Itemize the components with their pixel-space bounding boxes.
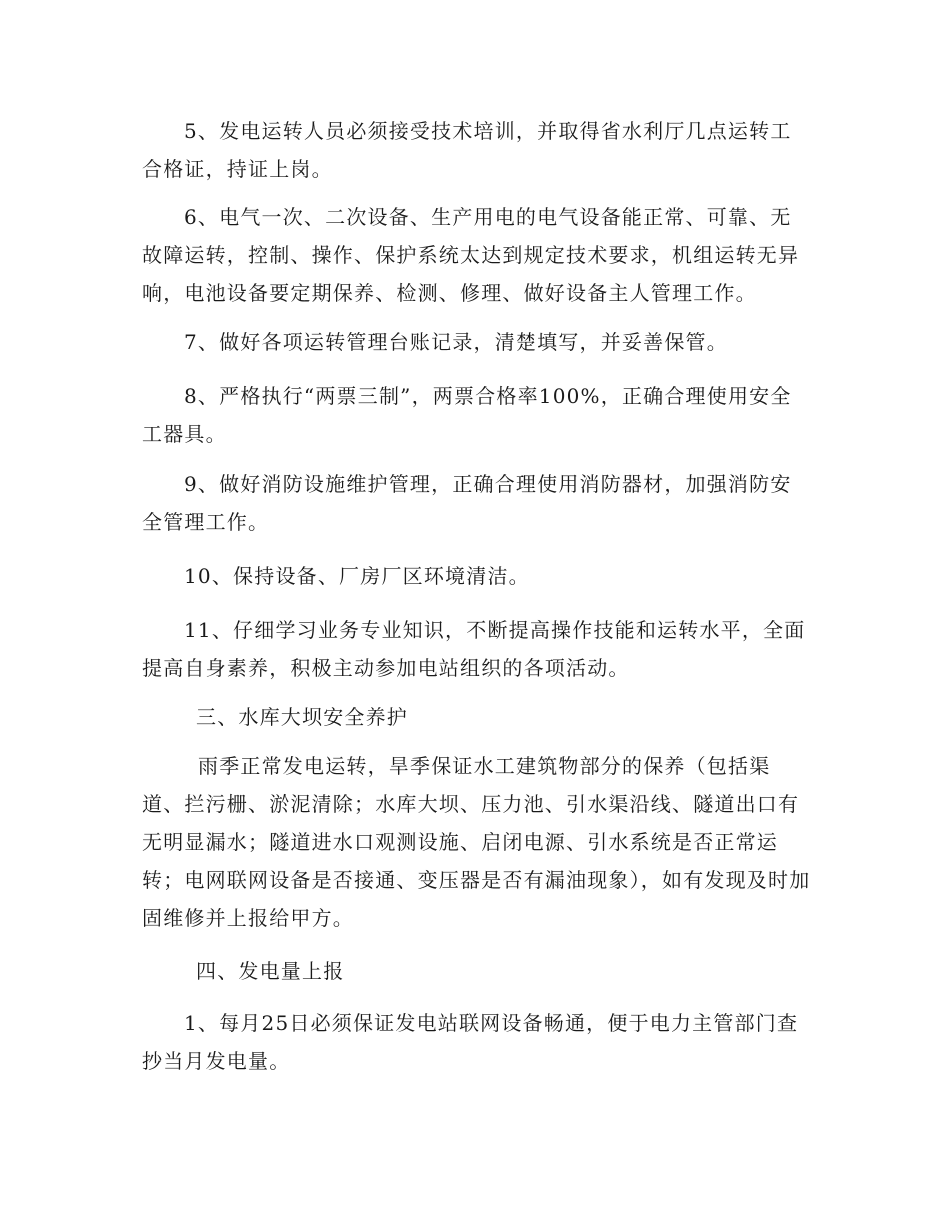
paragraph-report-item-1: 1、每月25日必须保证发电站联网设备畅通，便于电力主管部门查抄当月发电量。 (142, 1011, 799, 1073)
paragraph-item-7: 7、做好各项运转管理台账记录，清楚填写，并妥善保管。 (184, 330, 728, 354)
section-heading-power-report: 四、发电量上报 (196, 959, 345, 983)
paragraph-item-6: 6、电气一次、二次设备、生产用电的电气设备能正常、可靠、无故障运转，控制、操作、保护系统太达到规定技术要求，机组运转无异响，电池设备要定期保养、检测、修理、做好设备主人管理工作。 (142, 205, 800, 305)
paragraph-item-10: 10、保持设备、厂房厂区环境清洁。 (184, 564, 530, 588)
paragraph-item-9: 9、做好消防设施维护管理，正确合理使用消防器材，加强消防安全管理工作。 (142, 472, 792, 534)
paragraph-item-8: 8、严格执行“两票三制”，两票合格率100%，正确合理使用安全工器具。 (142, 384, 792, 446)
paragraph-item-5: 5、发电运转人员必须接受技术培训，并取得省水利厅几点运转工合格证，持证上岗。 (142, 119, 792, 181)
section-body-dam-maintenance: 雨季正常发电运转，旱季保证水工建筑物部分的保养（包括渠道、拦污栅、淤泥清除；水库大坝、压力池、引水渠沿线、隧道出口有无明显漏水；隧道进水口观测设施、启闭电源、引水系统是否正常运转；电网联网设备是否接通、变压器是否有漏油现象），如有发现及时加固维修并上报给甲方。 (142, 754, 811, 930)
paragraph-item-11: 11、仔细学习业务专业知识，不断提高操作技能和运转水平，全面提高自身素养，积极主动参加电站组织的各项活动。 (142, 618, 806, 680)
section-heading-dam-maintenance: 三、水库大坝安全养护 (196, 705, 408, 729)
